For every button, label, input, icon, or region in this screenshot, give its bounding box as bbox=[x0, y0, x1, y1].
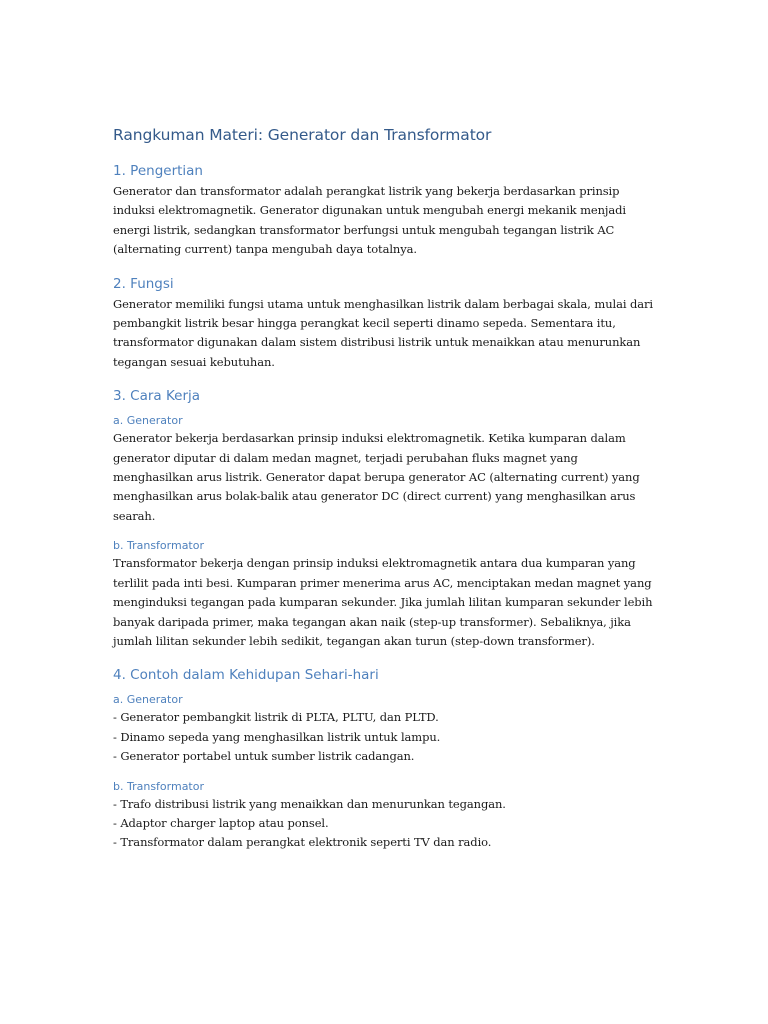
subsection-heading: b. Transformator bbox=[113, 779, 204, 793]
subsection-paragraph: Transformator bekerja dengan prinsip induksi elektromagnetik antara dua kumparan yang terlilit pada inti besi. Kumparan primer menerima arus AC, menciptakan medan magnet yang menginduksi tegangan pada kumparan sekunder. Jika jumlah lilitan kumparan sekunder lebih banyak daripada primer, maka tegangan akan naik (step-up transformer). Sebaliknya, jika jumlah lilitan sekunder lebih sedikit, tegangan akan turun (step-down transformer). bbox=[113, 556, 653, 648]
example-list bbox=[113, 708, 661, 766]
subsection-heading: a. Generator bbox=[113, 414, 183, 428]
list-item: - Generator pembangkit listrik di PLTA, PLTU, dan PLTD. bbox=[113, 710, 439, 725]
list-item: - Trafo distribusi listrik yang menaikkan dan menurunkan tegangan. bbox=[113, 796, 506, 811]
subsection-heading: a. Generator bbox=[113, 693, 183, 707]
example-list bbox=[113, 795, 661, 853]
section-heading: 3. Cara Kerja bbox=[113, 388, 201, 405]
subsection-generator-examples bbox=[113, 692, 661, 766]
list-item: - Adaptor charger laptop atau ponsel. bbox=[113, 815, 329, 830]
section-paragraph: Generator memiliki fungsi utama untuk menghasilkan listrik dalam berbagai skala, mulai dari pembangkit listrik besar hingga perangkat kecil seperti dinamo sepeda. Sementara itu, transformator digunakan dalam sistem distribusi listrik untuk menaikkan atau menurunkan tegangan sesuai kebutuhan. bbox=[113, 296, 653, 369]
section-pengertian bbox=[113, 160, 661, 260]
section-fungsi bbox=[113, 273, 661, 373]
section-contoh bbox=[113, 664, 661, 852]
list-item: - Generator portabel untuk sumber listrik cadangan. bbox=[113, 749, 415, 764]
section-cara-kerja bbox=[113, 385, 661, 651]
subsection-transformator-examples bbox=[113, 779, 661, 853]
document-title: Rangkuman Materi: Generator dan Transformator bbox=[113, 126, 492, 144]
section-paragraph: Generator dan transformator adalah perangkat listrik yang bekerja berdasarkan prinsip induksi elektromagnetik. Generator digunakan untuk mengubah energi mekanik menjadi energi listrik, sedangkan transformator berfungsi untuk mengubah tegangan listrik AC (alternating current) tanpa mengubah daya totalnya. bbox=[113, 184, 626, 257]
subsection-transformator bbox=[113, 538, 661, 651]
list-item: - Dinamo sepeda yang menghasilkan listrik untuk lampu. bbox=[113, 729, 441, 744]
document-page bbox=[113, 122, 661, 866]
subsection-heading: b. Transformator bbox=[113, 539, 204, 553]
section-heading: 4. Contoh dalam Kehidupan Sehari-hari bbox=[113, 667, 379, 684]
section-heading: 2. Fungsi bbox=[113, 275, 174, 292]
section-heading: 1. Pengertian bbox=[113, 163, 203, 179]
subsection-paragraph: Generator bekerja berdasarkan prinsip induksi elektromagnetik. Ketika kumparan dalam generator diputar di dalam medan magnet, terjadi perubahan fluks magnet yang menghasilkan arus listrik. Generator dapat berupa generator AC (alternating current) yang menghasilkan arus bolak-balik atau generator DC (direct current) yang menghasilkan arus searah. bbox=[113, 431, 640, 523]
subsection-generator bbox=[113, 413, 661, 526]
list-item: - Transformator dalam perangkat elektronik seperti TV dan radio. bbox=[113, 835, 492, 850]
